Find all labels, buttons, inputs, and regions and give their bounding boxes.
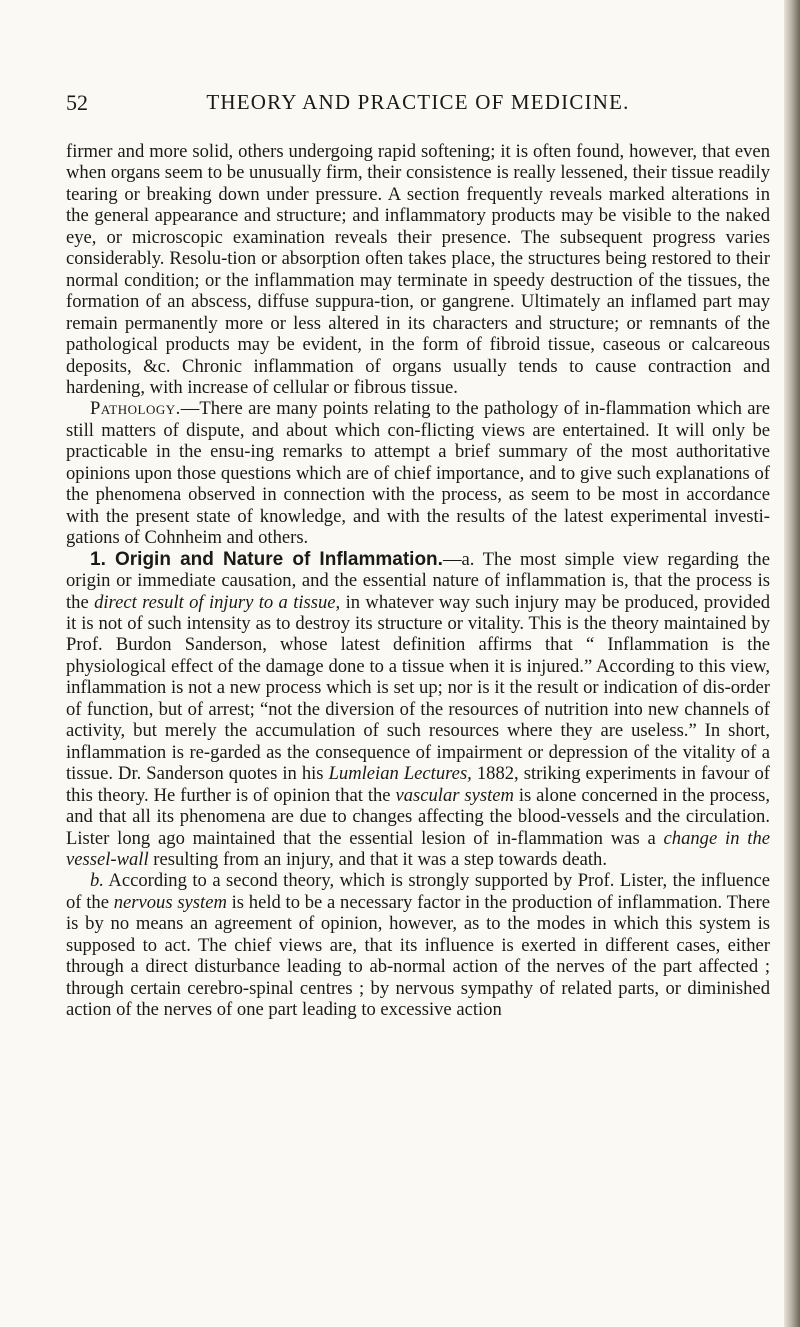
paragraph-text: —There are many points relating to the pathology of in-flammation which are still matters of dispute, and about which con-flicting views are entertained. It will only be practicable in the ensu-ing remarks to attempt a brief summary of the most authoritative opinions upon those questions which are of chief importance, and to give such explanations of the phenomena observed in connection with the process, as seem to be most in accordance with the present state of knowledge, and with the results of the latest experimental investi-gations of Cohnheim and others. — [66, 398, 770, 549]
paragraph-second-theory — [66, 870, 770, 1020]
paragraph-text: —a. The most simple view regarding the origin or immediate causation, and the essential nature of inflammation is, that the process is the — [66, 548, 770, 613]
page-header — [66, 90, 770, 120]
paragraph-text: resulting from an injury, and that it was a step towards death. — [148, 848, 607, 870]
pathology-label: Pathology. — [90, 398, 181, 420]
emphasis-text: direct result of injury to a tissue, — [94, 591, 341, 613]
paragraph-text: is alone concerned in the process, and that all its phenomena are due to changes affecting the blood-vessels and the circulation. Lister long ago maintained that the essential lesion of in-flammation was a — [66, 784, 770, 849]
page-number: 52 — [66, 90, 88, 115]
paragraph-text: firmer and more solid, others undergoing rapid softening; it is often found, however, that even when organs seem to be unusually firm, their consistence is really lessened, their tissue readily tearing or breaking down under pressure. A section frequently reveals marked alterations in the general appearance and structure; and inflammatory products may be visible to the naked eye, or microscopic examination reveals their presence. The subsequent progress varies considerably. Resolu-tion or absorption often takes place, the structures being restored to their normal condition; or the inflammation may terminate in speedy destruction of the tissues, the formation of an abscess, diffuse suppura-tion, or gangrene. Ultimately an inflamed part may remain permanently more or less altered in its characters and structure; or remnants of the pathological products may be evident, in the form of fibroid tissue, caseous or calcareous deposits, &c. Chronic inflammation of organs usually tends to cause contraction and hardening, with increase of cellular or fibrous tissue. — [66, 141, 770, 398]
paragraph-continuation — [66, 141, 770, 398]
running-title: THEORY AND PRACTICE OF MEDICINE. — [206, 90, 630, 114]
paragraph-text: 1882, striking experiments in favour of this theory. He further is of opinion that the — [66, 763, 770, 806]
paragraph-text: is held to be a necessary factor in the production of inflammation. There is by no means an agreement of opinion, however, as to the modes in which this system is supposed to act. The chief views are, that its influence is exerted in different cases, either through a direct disturbance leading to ab-normal action of the nerves of the part affected ; through certain cerebro-spinal centres ; by nervous sympathy of related parts, or diminished action of the nerves of one part leading to excessive action — [66, 891, 770, 1021]
paragraph-pathology — [66, 398, 770, 548]
section-heading: 1. Origin and Nature of Inflammation. — [90, 548, 443, 570]
body-text — [66, 141, 770, 1021]
paragraph-origin-nature — [66, 549, 770, 871]
emphasis-text: change in the vessel-wall — [66, 827, 770, 870]
page-binding-edge — [784, 0, 800, 1327]
subsection-label: b. — [90, 870, 104, 892]
emphasis-text: Lumleian Lectures, — [328, 763, 472, 785]
emphasis-text: vascular system — [395, 784, 514, 806]
emphasis-text: nervous system — [113, 891, 227, 913]
paragraph-text: According to a second theory, which is strongly supported by Prof. Lister, the influence of the — [66, 870, 770, 913]
paragraph-text: in whatever way such injury may be produced, provided it is not of such intensity as to destroy its structure or vitality. This is the theory maintained by Prof. Burdon Sanderson, whose latest definition affirms that “ Inflammation is the physiological effect of the damage done to a tissue when it is injured.” According to this view, inflammation is not a new process which is set up; nor is it the result or indication of dis-order of function, but of arrest; “not the diversion of the resources of nutrition into new channels of activity, but merely the accumulation of such resources where they are useless.” In short, inflammation is re-garded as the consequence of impairment or depression of the vitality of a tissue. Dr. Sanderson quotes in his — [66, 591, 770, 785]
